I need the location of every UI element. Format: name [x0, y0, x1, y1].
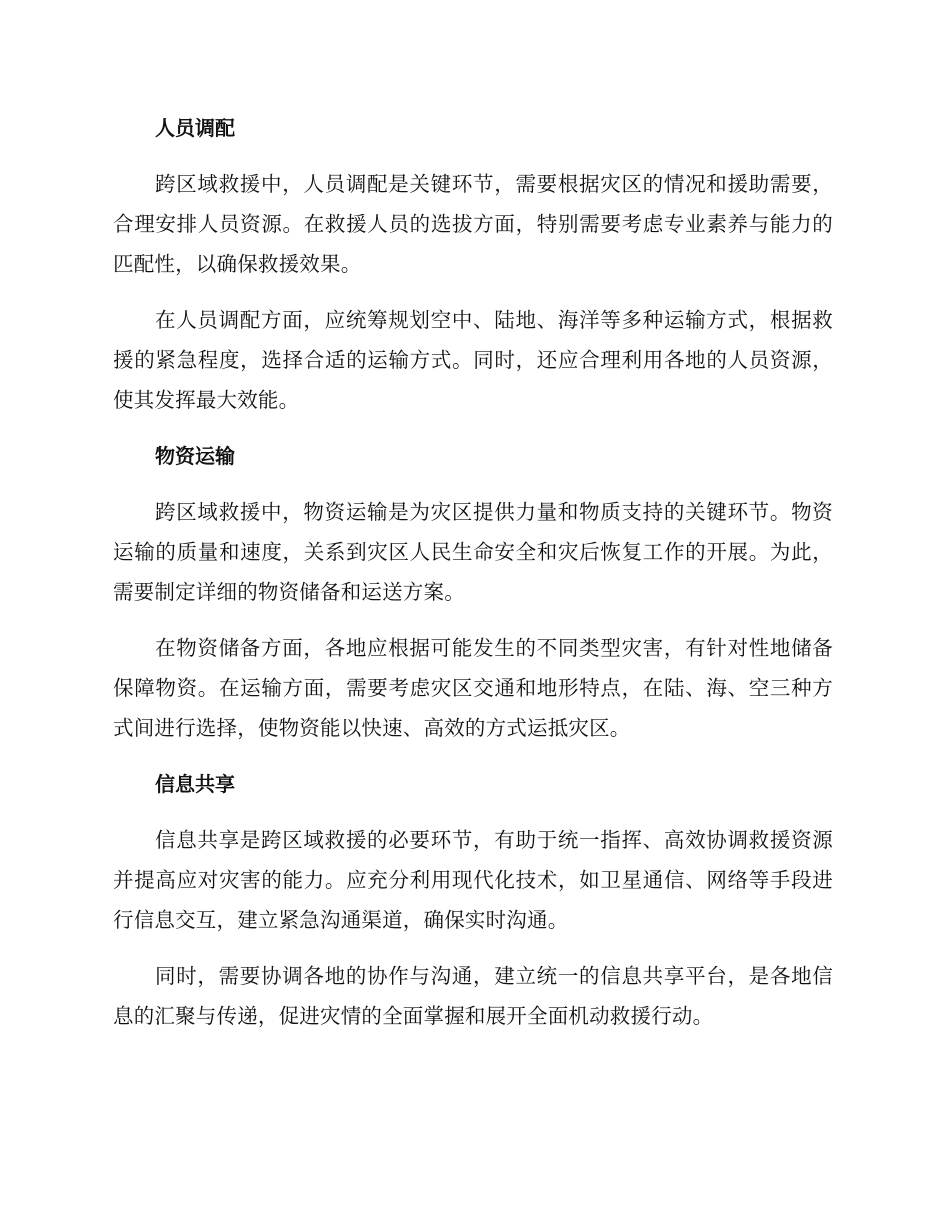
paragraph: 跨区域救援中，人员调配是关键环节，需要根据灾区的情况和援助需要，合理安排人员资源。在救援人员的选拔方面，特别需要考虑专业素养与能力的匹配性，以确保救援效果。 [113, 172, 833, 276]
section-heading-personnel: 人员调配 [155, 116, 235, 140]
section-heading-materials: 物资运输 [155, 444, 235, 468]
paragraph: 同时，需要协调各地的协作与沟通，建立统一的信息共享平台，是各地信息的汇聚与传递，促进灾情的全面掌握和展开全面机动救援行动。 [113, 964, 833, 1028]
paragraph: 在人员调配方面，应统筹规划空中、陆地、海洋等多种运输方式，根据救援的紧急程度，选择合适的运输方式。同时，还应合理利用各地的人员资源，使其发挥最大效能。 [113, 308, 833, 412]
paragraph: 在物资储备方面，各地应根据可能发生的不同类型灾害，有针对性地储备保障物资。在运输方面，需要考虑灾区交通和地形特点，在陆、海、空三种方式间进行选择，使物资能以快速、高效的方式运抵灾区。 [113, 636, 833, 740]
paragraph: 信息共享是跨区域救援的必要环节，有助于统一指挥、高效协调救援资源并提高应对灾害的能力。应充分利用现代化技术，如卫星通信、网络等手段进行信息交互，建立紧急沟通渠道，确保实时沟通。 [113, 828, 833, 932]
document-body [113, 108, 833, 1036]
section-heading-information: 信息共享 [155, 772, 235, 796]
paragraph: 跨区域救援中，物资运输是为灾区提供力量和物质支持的关键环节。物资运输的质量和速度，关系到灾区人民生命安全和灾后恢复工作的开展。为此，需要制定详细的物资储备和运送方案。 [113, 500, 833, 604]
